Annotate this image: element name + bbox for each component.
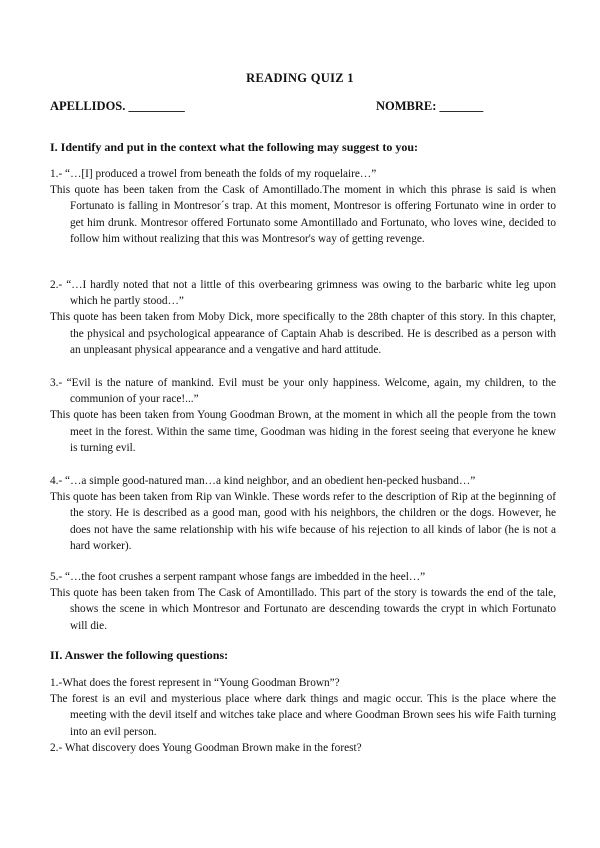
quote-item-2 (50, 277, 556, 358)
quote-answer: This quote has been taken from the Cask of Amontillado.The moment in which this phrase is said is when Fortunato is falling in Montresor´s trap. At this moment, Montresor is offering Fortunato wine in order to get him drunk. Montresor offered Fortunato some Amontillado and Fortunato, who loves wine, decided to follow him without realizing that this was Montresor's way of getting revenge. (50, 184, 556, 245)
page-title: READING QUIZ 1 (246, 71, 354, 85)
apellidos-field-label: APELLIDOS. _________ (50, 99, 185, 113)
quote-text: 2.- “…I hardly noted that not a little of this overbearing grimness was owing to the barbaric white leg upon which he partly stood…” (50, 279, 556, 308)
quote-item-4 (50, 473, 556, 554)
quote-text: 4.- “…a simple good-natured man…a kind neighbor, and an obedient hen-pecked husband…” (50, 475, 476, 487)
quote-answer: This quote has been taken from Rip van Winkle. These words refer to the description of Rip at the beginning of the story. He is described as a good man, good with his neighbors, the children or the dogs. However, he does not have the same relationship with his wife because of his rejection to all kinds of labor (he is not a hard worker). (50, 491, 556, 552)
quote-item-3 (50, 375, 556, 456)
question-text: 2.- What discovery does Young Goodman Brown make in the forest? (50, 741, 362, 754)
quote-text: 5.- “…the foot crushes a serpent rampant whose fangs are imbedded in the heel…” (50, 571, 426, 583)
quote-text: 1.- “…[I] produced a trowel from beneath the folds of my roquelaire…” (50, 168, 377, 180)
quote-answer: This quote has been taken from Young Goodman Brown, at the moment in which all the people from the town meet in the forest. Within the same time, Goodman was hiding in the forest seeing that everyone he knew is turning evil. (50, 409, 556, 454)
question-text: 1.-What does the forest represent in “Young Goodman Brown”? (50, 677, 340, 689)
section-2-heading: II. Answer the following questions: (50, 648, 229, 662)
quote-answer: This quote has been taken from The Cask of Amontillado. This part of the story is towards the end of the tale, shows the scene in which Montresor and Fortunato are descending towards the crypt in which Fortunato will die. (50, 587, 556, 632)
nombre-field-label: NOMBRE: _______ (376, 99, 484, 113)
quote-item-1 (50, 166, 556, 247)
quote-answer: This quote has been taken from Moby Dick, more specifically to the 28th chapter of this story. In this chapter, the physical and psychological appearance of Captain Ahab is described. He is described as a person with an unpleasant physical appearance and a vengative and hard attitude. (50, 311, 556, 356)
question-answer: The forest is an evil and mysterious place where dark things and magic occur. This is the place where the meeting with the devil itself and witches take place and where Goodman Brown sees his wife Faith turning into an evil person. (50, 693, 556, 738)
section-1-heading: I. Identify and put in the context what the following may suggest to you: (50, 140, 419, 154)
quote-item-5 (50, 569, 556, 634)
question-list (50, 675, 556, 756)
quote-text: 3.- “Evil is the nature of mankind. Evil must be your only happiness. Welcome, again, my children, to the communion of your race!...” (50, 377, 556, 406)
